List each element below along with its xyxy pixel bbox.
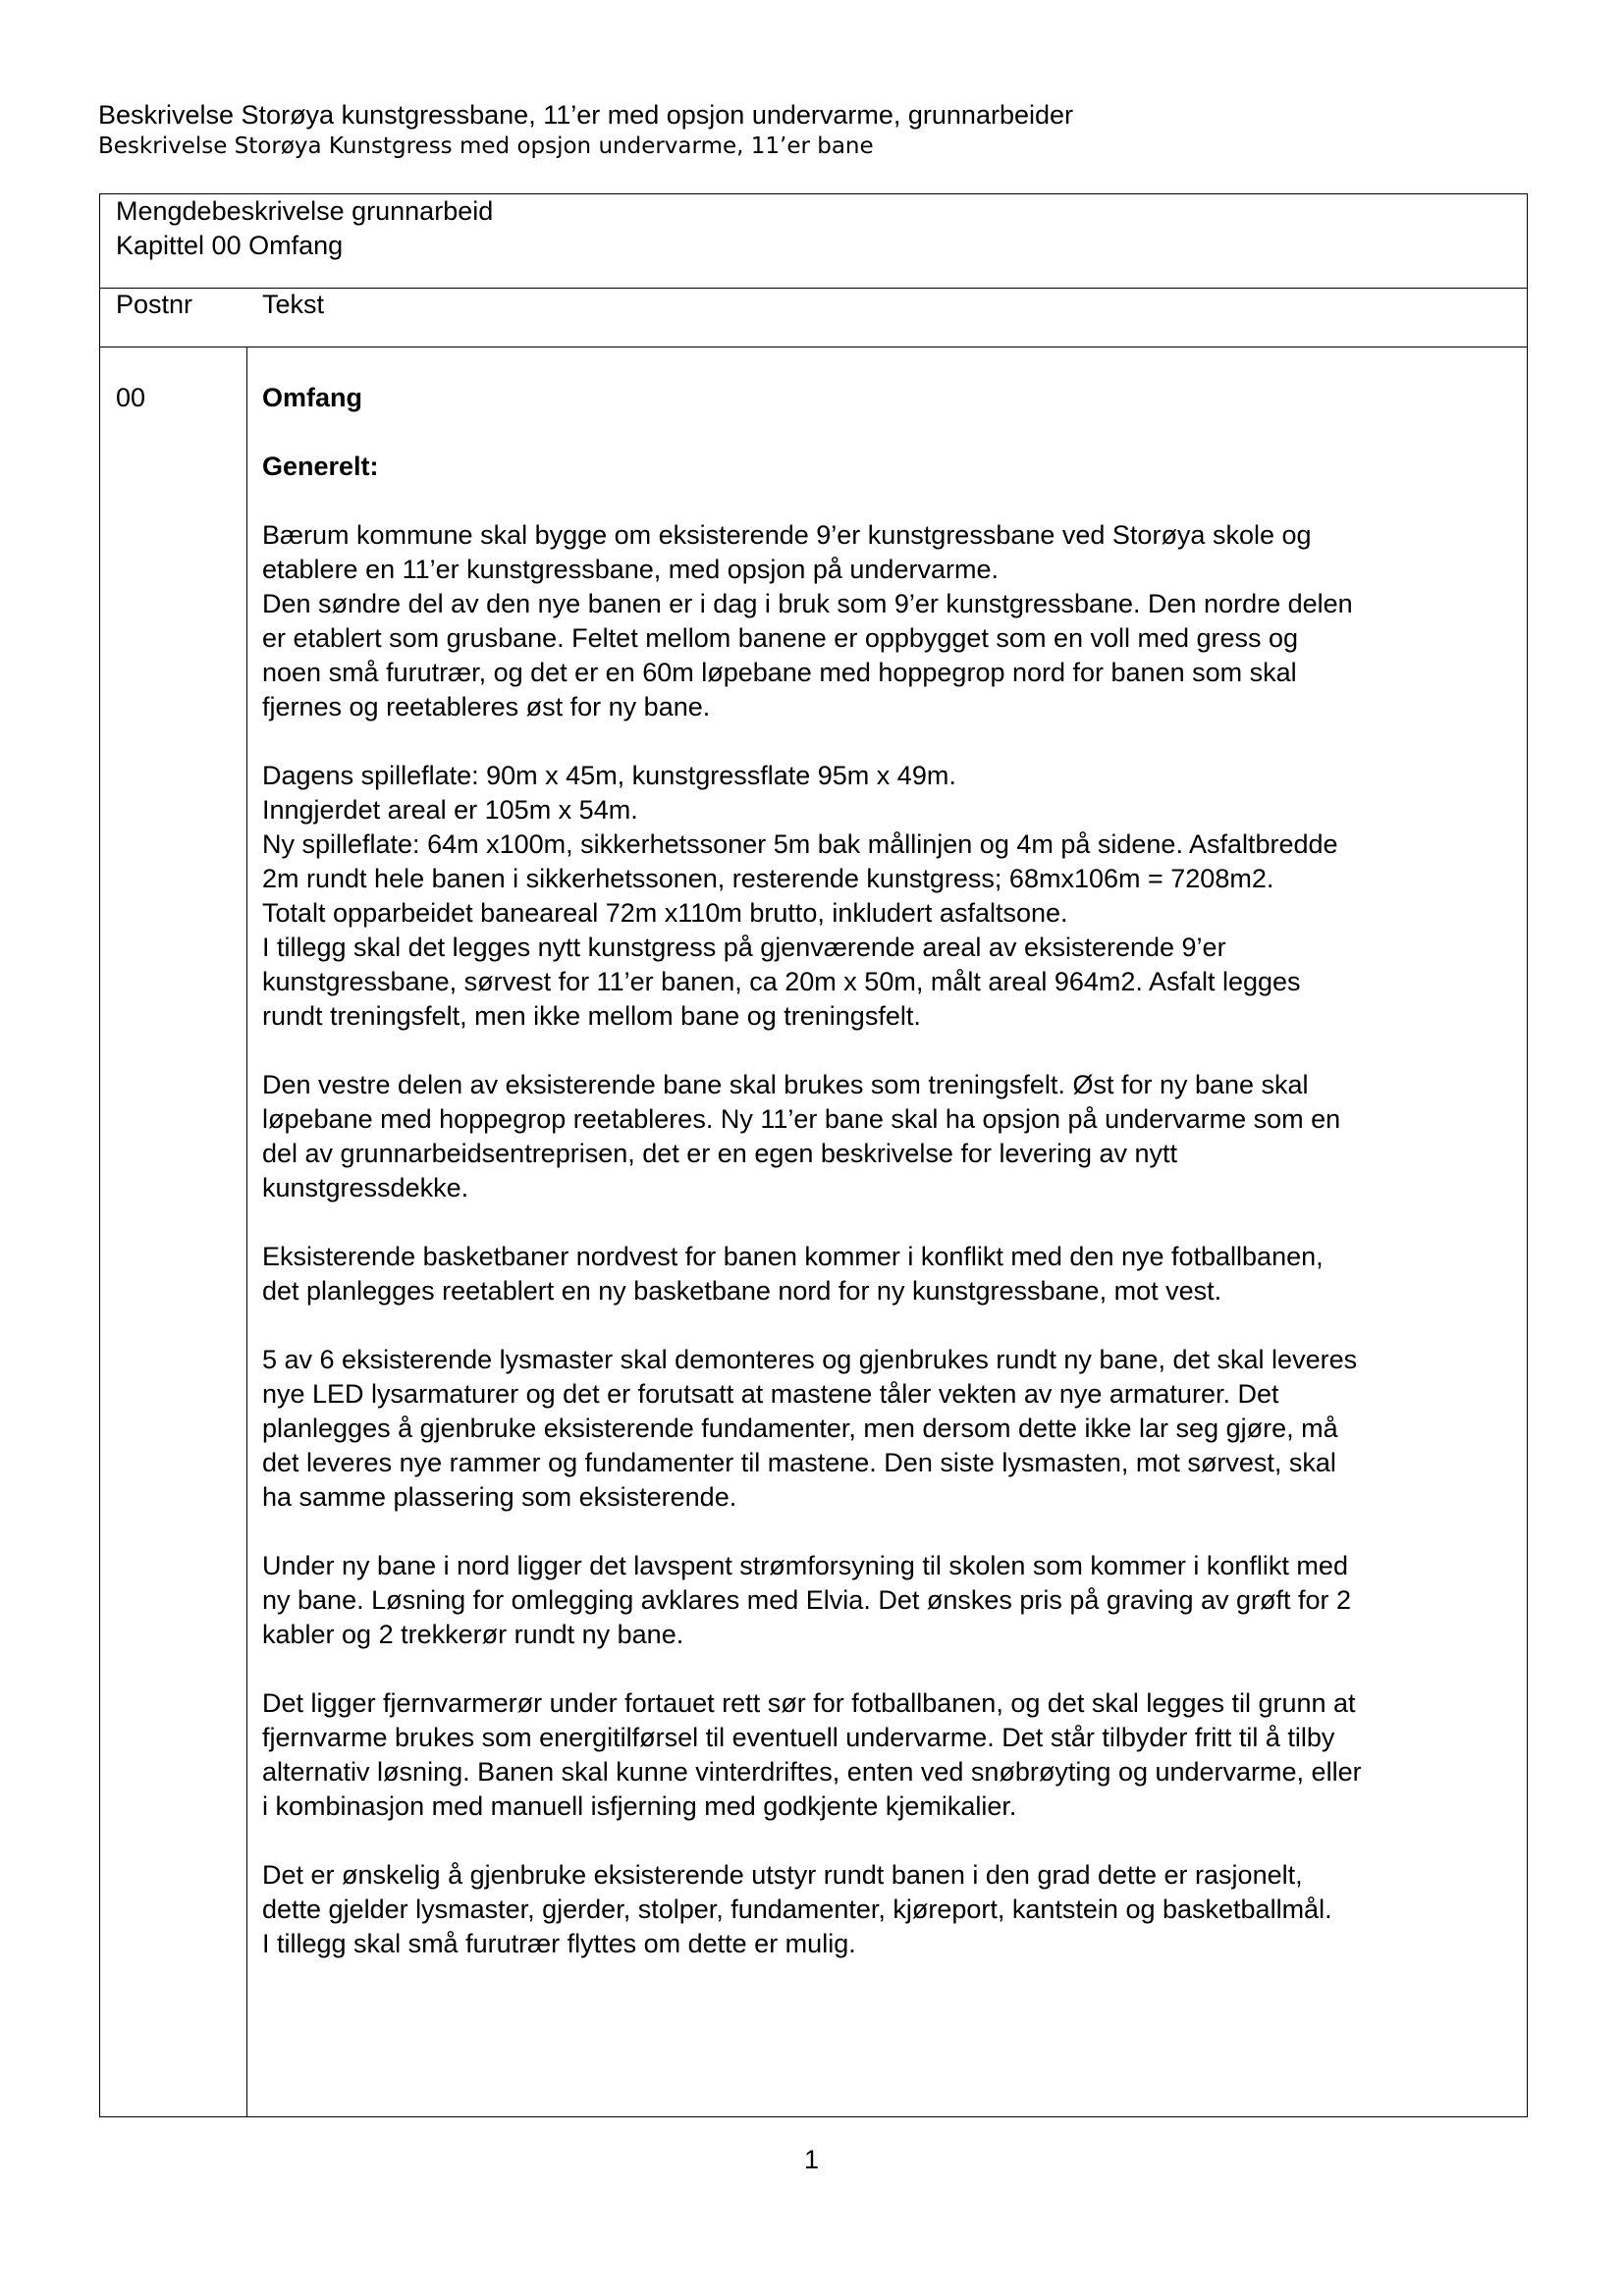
post-subheading: Generelt: [262,452,379,481]
post-heading: Omfang [262,383,363,412]
paragraph-line: er etablert som grusbane. Feltet mellom banene er oppbygget som en voll med gress og [262,623,1299,653]
paragraph-line: Totalt opparbeidet baneareal 72m x110m brutto, inkludert asfaltsone. [262,898,1068,928]
paragraph-line: ha samme plassering som eksisterende. [262,1482,737,1512]
post-paragraphs [262,518,1519,1961]
page-number: 1 [803,2145,820,2174]
paragraph [262,759,1519,1034]
paragraph [262,1858,1519,1961]
column-header-tekst: Tekst [262,290,325,319]
paragraph-line: planlegges å gjenbruke eksisterende fundamenter, men dersom dette ikke lar seg gjøre, må [262,1414,1338,1443]
column-header-postnr: Postnr [116,290,193,319]
specification-table [99,193,1528,2117]
paragraph-line: 5 av 6 eksisterende lysmaster skal demonteres og gjenbrukes rundt ny bane, det skal leveres [262,1345,1358,1374]
table-chapter: Kapittel 00 Omfang [116,231,344,260]
paragraph-line: del av grunnarbeidsentreprisen, det er en egen beskrivelse for levering av nytt [262,1139,1178,1168]
document-header-line2: Beskrivelse Storøya Kunstgress med opsjon undervarme, 11’er bane [98,133,874,159]
paragraph-line: Ny spilleflate: 64m x100m, sikkerhetssoner 5m bak mållinjen og 4m på sidene. Asfaltbredde [262,829,1338,859]
document-header-line1: Beskrivelse Storøya kunstgressbane, 11’er med opsjon undervarme, grunnarbeider [98,100,1074,130]
paragraph-line: Bærum kommune skal bygge om eksisterende 9’er kunstgressbane ved Storøya skole og [262,520,1312,550]
paragraph-line: Det er ønskelig å gjenbruke eksisterende utstyr rundt banen i den grad dette er rasjonelt, [262,1860,1303,1890]
paragraph-line: ny bane. Løsning for omlegging avklares med Elvia. Det ønskes pris på graving av grøft for 2 [262,1585,1352,1615]
paragraph [262,518,1519,724]
paragraph-line: rundt treningsfelt, men ikke mellom bane og treningsfelt. [262,1001,921,1031]
table-title: Mengdebeskrivelse grunnarbeid [116,196,494,226]
paragraph-line: Den søndre del av den nye banen er i dag i bruk som 9’er kunstgressbane. Den nordre delen [262,589,1353,618]
paragraph-line: Under ny bane i nord ligger det lavspent strømforsyning til skolen som kommer i konflikt med [262,1551,1348,1580]
paragraph-line: kabler og 2 trekkerør rundt ny bane. [262,1620,684,1649]
column-divider [246,347,247,2116]
paragraph-line: Eksisterende basketbaner nordvest for banen kommer i konflikt med den nye fotballbanen, [262,1242,1324,1271]
paragraph-line: I tillegg skal små furutrær flyttes om dette er mulig. [262,1929,856,1958]
paragraph-line: nye LED lysarmaturer og det er forutsatt at mastene tåler vekten av nye armaturer. Det [262,1379,1279,1409]
paragraph-line: Den vestre delen av eksisterende bane skal brukes som treningsfelt. Øst for ny bane skal [262,1070,1309,1099]
paragraph [262,1549,1519,1652]
paragraph-line: det planlegges reetablert en ny basketbane nord for ny kunstgressbane, mot vest. [262,1276,1222,1306]
paragraph-line: fjernvarme brukes som energitilførsel til eventuell undervarme. Det står tilbyder fritt til å tilby [262,1723,1335,1752]
paragraph-line: Inngjerdet areal er 105m x 54m. [262,795,638,825]
paragraph-line: Det ligger fjernvarmerør under fortauet rett sør for fotballbanen, og det skal legges til grunn at [262,1688,1356,1718]
paragraph-line: noen små furutrær, og det er en 60m løpebane med hoppegrop nord for banen som skal [262,658,1297,687]
paragraph-line: 2m rundt hele banen i sikkerhetssonen, resterende kunstgress; 68mx106m = 7208m2. [262,864,1274,893]
paragraph-line: fjernes og reetableres øst for ny bane. [262,692,711,721]
paragraph-line: dette gjelder lysmaster, gjerder, stolper, fundamenter, kjøreport, kantstein og basketballmål. [262,1895,1332,1924]
paragraph-line: det leveres nye rammer og fundamenter til mastene. Den siste lysmasten, mot sørvest, skal [262,1448,1336,1477]
paragraph-line: kunstgressbane, sørvest for 11’er banen, ca 20m x 50m, målt areal 964m2. Asfalt legges [262,967,1301,996]
paragraph [262,1343,1519,1515]
paragraph [262,1240,1519,1308]
paragraph-line: kunstgressdekke. [262,1173,469,1202]
paragraph [262,1068,1519,1205]
paragraph-line: Dagens spilleflate: 90m x 45m, kunstgressflate 95m x 49m. [262,761,956,790]
paragraph-line: i kombinasjon med manuell isfjerning med godkjente kjemikalier. [262,1791,1017,1821]
post-number: 00 [116,383,146,412]
paragraph [262,1686,1519,1824]
paragraph-line: løpebane med hoppegrop reetableres. Ny 11’er bane skal ha opsjon på undervarme som en [262,1104,1341,1134]
table-title-cell [116,194,493,263]
post-text-cell [262,381,1519,1961]
paragraph-line: etablere en 11’er kunstgressbane, med opsjon på undervarme. [262,555,999,584]
paragraph-line: alternativ løsning. Banen skal kunne vinterdriftes, enten ved snøbrøyting og undervarme, eller [262,1757,1362,1787]
paragraph-line: I tillegg skal det legges nytt kunstgress på gjenværende areal av eksisterende 9’er [262,933,1226,962]
